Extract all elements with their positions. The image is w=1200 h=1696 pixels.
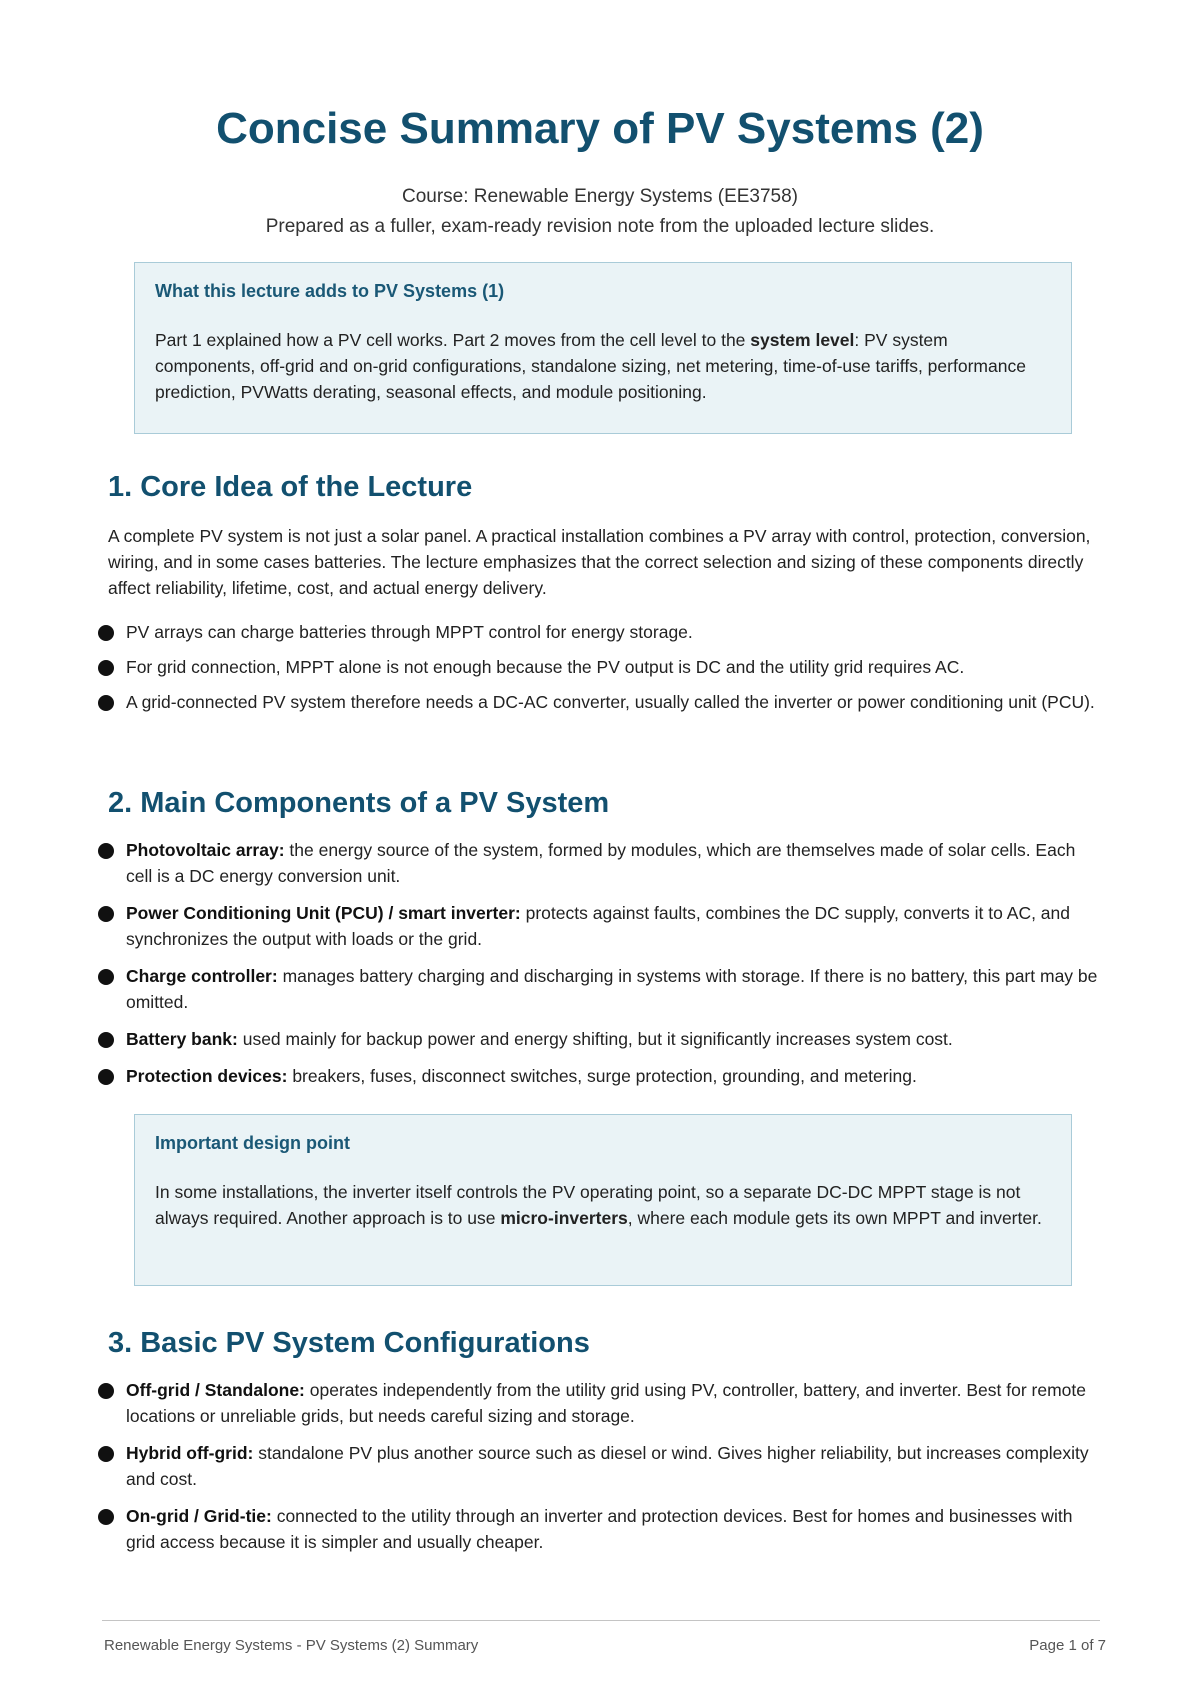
bullet-icon bbox=[98, 906, 114, 922]
bullet-icon bbox=[98, 1032, 114, 1048]
list-item bbox=[98, 1063, 1102, 1089]
bullet-icon bbox=[98, 660, 114, 676]
section-heading-components: 2. Main Components of a PV System bbox=[108, 787, 610, 819]
callout-text-part: In some installations, the inverter itself controls the PV operating point, so a separate DC-DC MPPT stage is not always required. Another approach is to use bbox=[155, 1182, 1021, 1228]
list-item-text: the energy source of the system, formed by modules, which are themselves made of solar cells. Each cell is a DC energy conversion unit. bbox=[126, 840, 1076, 886]
callout-text-part: : PV system components, off-grid and on-grid configurations, standalone sizing, net metering, time-of-use tariffs, performance prediction, PVWatts derating, seasonal effects, and module positioning. bbox=[155, 330, 1026, 402]
list-item bbox=[98, 1026, 1102, 1052]
list-item-term: Charge controller: bbox=[126, 966, 278, 986]
list-item-term: Protection devices: bbox=[126, 1066, 288, 1086]
list-item-term: Off-grid / Standalone: bbox=[126, 1380, 305, 1400]
configurations-list bbox=[98, 1377, 1102, 1555]
bullet-icon bbox=[98, 1509, 114, 1525]
list-item-text: PV arrays can charge batteries through MPPT control for energy storage. bbox=[126, 622, 693, 642]
page-number: Page 1 of 7 bbox=[1029, 1637, 1106, 1654]
bullet-icon bbox=[98, 625, 114, 641]
footer-divider bbox=[102, 1620, 1100, 1621]
callout-bold-term: micro-inverters bbox=[500, 1208, 628, 1228]
list-item-text: connected to the utility through an inverter and protection devices. Best for homes and businesses with grid access because it is simpler and usually cheaper. bbox=[126, 1506, 1073, 1552]
list-item-term: On-grid / Grid-tie: bbox=[126, 1506, 272, 1526]
core-idea-list bbox=[98, 619, 1102, 715]
callout-lecture-adds bbox=[134, 262, 1072, 434]
section-heading-configurations: 3. Basic PV System Configurations bbox=[108, 1327, 590, 1359]
callout-text-part: , where each module gets its own MPPT and inverter. bbox=[627, 1208, 1042, 1228]
callout-bold-term: system level bbox=[750, 330, 855, 350]
callout-text bbox=[155, 327, 1051, 405]
bullet-icon bbox=[98, 843, 114, 859]
list-item-term: Photovoltaic array: bbox=[126, 840, 285, 860]
section-paragraph: A complete PV system is not just a solar panel. A practical installation combines a PV array with control, protection, conversion, wiring, and in some cases batteries. The lecture emphasizes that the correct selection and sizing of these components directly affect reliability, lifetime, cost, and actual energy delivery. bbox=[108, 526, 1091, 598]
list-item-term: Battery bank: bbox=[126, 1029, 238, 1049]
list-item-text: operates independently from the utility grid using PV, controller, battery, and inverter. Best for remote locations or unreliable grids, but needs careful sizing and storage. bbox=[126, 1380, 1087, 1426]
list-item-text: protects against faults, combines the DC supply, converts it to AC, and synchronizes the output with loads or the grid. bbox=[126, 903, 1071, 949]
list-item-text: used mainly for backup power and energy shifting, but it significantly increases system cost. bbox=[237, 1029, 953, 1049]
callout-design-point bbox=[134, 1114, 1072, 1286]
callout-text-part: Part 1 explained how a PV cell works. Part 2 moves from the cell level to the bbox=[155, 330, 751, 350]
list-item bbox=[98, 837, 1102, 889]
list-item bbox=[98, 654, 1102, 680]
list-item bbox=[98, 1503, 1102, 1555]
footer-title: Renewable Energy Systems - PV Systems (2) Summary bbox=[104, 1637, 479, 1654]
section-heading-core-idea: 1. Core Idea of the Lecture bbox=[108, 471, 473, 503]
callout-text bbox=[155, 1179, 1051, 1231]
list-item bbox=[98, 619, 1102, 645]
bullet-icon bbox=[98, 1383, 114, 1399]
components-list bbox=[98, 837, 1102, 1089]
bullet-icon bbox=[98, 695, 114, 711]
list-item bbox=[98, 689, 1102, 715]
list-item-text: For grid connection, MPPT alone is not enough because the PV output is DC and the utility grid requires AC. bbox=[126, 657, 965, 677]
list-item-text: standalone PV plus another source such as diesel or wind. Gives higher reliability, but increases complexity and cost. bbox=[126, 1443, 1089, 1489]
callout-heading: What this lecture adds to PV Systems (1) bbox=[155, 281, 505, 301]
list-item-text: A grid-connected PV system therefore needs a DC-AC converter, usually called the inverter or power conditioning unit (PCU). bbox=[126, 692, 1095, 712]
bullet-icon bbox=[98, 1446, 114, 1462]
course-line: Course: Renewable Energy Systems (EE3758) bbox=[401, 186, 799, 207]
page-title: Concise Summary of PV Systems (2) bbox=[216, 104, 984, 153]
list-item-text: breakers, fuses, disconnect switches, surge protection, grounding, and metering. bbox=[287, 1066, 917, 1086]
list-item bbox=[98, 1377, 1102, 1429]
bullet-icon bbox=[98, 1069, 114, 1085]
list-item bbox=[98, 1440, 1102, 1492]
callout-heading: Important design point bbox=[155, 1133, 350, 1153]
prepared-line: Prepared as a fuller, exam-ready revision note from the uploaded lecture slides. bbox=[265, 216, 935, 237]
list-item-term: Hybrid off-grid: bbox=[126, 1443, 254, 1463]
bullet-icon bbox=[98, 969, 114, 985]
list-item bbox=[98, 900, 1102, 952]
list-item-term: Power Conditioning Unit (PCU) / smart inverter: bbox=[126, 903, 521, 923]
list-item bbox=[98, 963, 1102, 1015]
list-item-text: manages battery charging and discharging in systems with storage. If there is no battery, this part may be omitted. bbox=[126, 966, 1098, 1012]
